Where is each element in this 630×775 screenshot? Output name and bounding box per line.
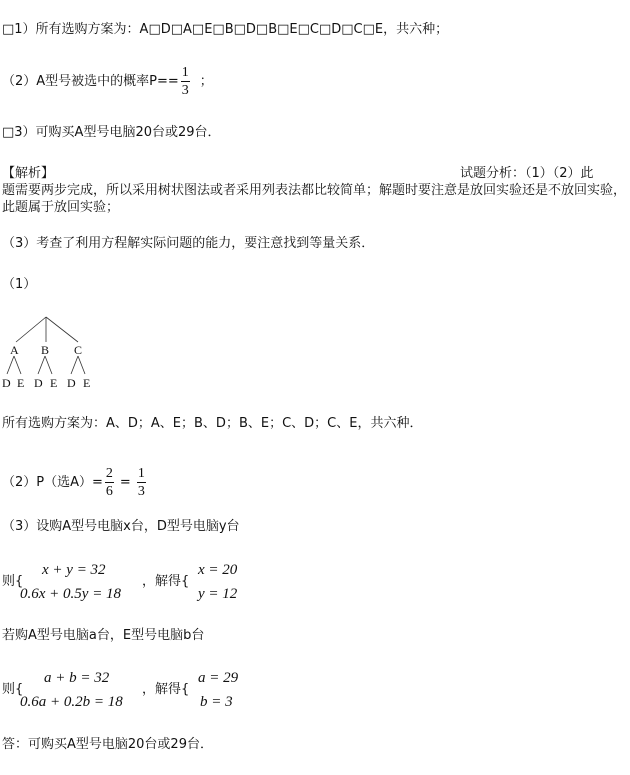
answer-q2: [2, 64, 213, 99]
fraction-numerator: 1: [181, 65, 189, 80]
answer-q2-fraction: [181, 64, 190, 99]
analysis-paragraph-1: 题需要两步完成，所以采用树状图法或者采用列表法都比较简单；解题时要注意是放回实验还是不放回实验，此题属于放回实验；: [2, 183, 627, 215]
answer-q2-suffix: ；: [199, 74, 213, 89]
solution-part2-fraction-2: [137, 465, 146, 500]
fraction-numerator: 2: [105, 466, 113, 481]
system-1-equation-1: x + y = 32: [42, 562, 106, 578]
final-answer: 答：可购买A型号电脑20台或29台．: [2, 737, 213, 752]
analysis-paragraph-2: （3）考查了利用方程解实际问题的能力，要注意找到等量关系．: [2, 236, 375, 251]
solution-part1-label: （1）: [2, 277, 37, 292]
system-2-equation-1: a + b = 32: [44, 670, 110, 686]
system-1-lead: 则{: [2, 574, 24, 589]
analysis-heading: 【解析】: [2, 166, 55, 181]
system-2-mid: ，解得{: [142, 682, 190, 697]
tree-node-second-0: D: [2, 376, 11, 390]
fraction-numerator: 1: [137, 466, 145, 481]
answer-q1: □1）所有选购方案为：A□D□A□E□B□D□B□E□C□D□C□E，共六种；: [2, 22, 449, 37]
tree-edge: [14, 356, 21, 374]
tree-node-second-3: E: [50, 376, 58, 390]
tree-edge: [78, 356, 85, 374]
tree-edge: [7, 356, 14, 374]
tree-node-first-1: B: [41, 343, 50, 357]
solution-part3-intro: （3）设购A型号电脑x台，D型号电脑y台: [2, 519, 240, 534]
tree-diagram: [0, 312, 110, 392]
tree-node-second-1: E: [17, 376, 25, 390]
solution-part2-equals: =: [119, 475, 131, 490]
fraction-denominator: 3: [137, 484, 145, 499]
solution-part3-second: 若购A型号电脑a台，E型号电脑b台: [2, 628, 205, 643]
tree-node-second-5: E: [83, 376, 91, 390]
tree-edge: [38, 356, 45, 374]
system-2-equation-2: 0.6a + 0.2b = 18: [20, 694, 123, 710]
system-1-solution-2: y = 12: [198, 586, 238, 602]
system-1-equation-2: 0.6x + 0.5y = 18: [20, 586, 122, 602]
tree-node-second-2: D: [34, 376, 43, 390]
system-1-solution-1: x = 20: [198, 562, 238, 578]
tree-node-second-4: D: [67, 376, 76, 390]
equation-system-1: [0, 560, 320, 610]
fraction-denominator: 6: [105, 484, 113, 499]
solution-part2-fraction-1: [105, 465, 114, 500]
tree-edge: [16, 317, 46, 342]
equation-system-2: [0, 668, 320, 718]
solution-part1-result: 所有选购方案为：A、D；A、E；B、D；B、E；C、D；C、E，共六种．: [2, 416, 423, 431]
solution-part2: [2, 465, 148, 500]
system-2-lead: 则{: [2, 682, 24, 697]
analysis-tag: 试题分析：（1）（2）此: [460, 166, 594, 181]
answer-q3: □3）可购买A型号电脑20台或29台．: [2, 125, 221, 140]
fraction-denominator: 3: [181, 83, 189, 98]
tree-node-first-0: A: [10, 343, 19, 357]
tree-node-first-2: C: [74, 343, 83, 357]
answer-q2-prefix: （2）A型号被选中的概率P==: [2, 74, 179, 89]
tree-edge: [71, 356, 78, 374]
system-2-solution-2: b = 3: [200, 694, 233, 710]
solution-part2-prefix: （2）P（选A）=: [2, 475, 103, 490]
tree-edge: [45, 356, 52, 374]
system-1-mid: ，解得{: [142, 574, 190, 589]
tree-edge: [46, 317, 78, 342]
system-2-solution-1: a = 29: [198, 670, 239, 686]
